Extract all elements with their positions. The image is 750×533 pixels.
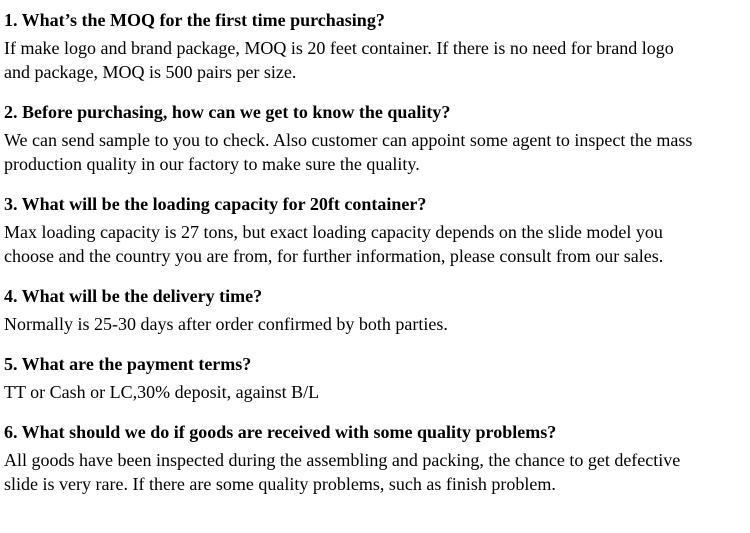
faq-item-5 [4, 352, 750, 404]
faq-answer-line: slide is very rare. If there are some quality problems, such as finish problem. [4, 474, 556, 494]
faq-answer-4 [4, 312, 750, 336]
faq-answer-2 [4, 128, 750, 176]
faq-question-1: 1. What’s the MOQ for the first time purchasing? [4, 10, 385, 30]
faq-answer-line: All goods have been inspected during the assembling and packing, the chance to get defective [4, 450, 681, 470]
faq-question-5: 5. What are the payment terms? [4, 354, 252, 374]
faq-list [4, 8, 750, 496]
faq-item-6 [4, 420, 750, 496]
faq-answer-line: Max loading capacity is 27 tons, but exact loading capacity depends on the slide model you [4, 222, 663, 242]
faq-answer-line: production quality in our factory to make sure the quality. [4, 154, 420, 174]
faq-answer-6 [4, 448, 750, 496]
faq-question-4: 4. What will be the delivery time? [4, 286, 263, 306]
faq-answer-line: If make logo and brand package, MOQ is 20 feet container. If there is no need for brand logo [4, 38, 674, 58]
faq-question-2: 2. Before purchasing, how can we get to know the quality? [4, 102, 451, 122]
faq-item-2 [4, 100, 750, 176]
faq-item-1 [4, 8, 750, 84]
faq-answer-1 [4, 36, 750, 84]
faq-question-3: 3. What will be the loading capacity for 20ft container? [4, 194, 427, 214]
faq-answer-line: Normally is 25-30 days after order confirmed by both parties. [4, 314, 448, 334]
faq-item-4 [4, 284, 750, 336]
faq-answer-5 [4, 380, 750, 404]
faq-item-3 [4, 192, 750, 268]
faq-answer-3 [4, 220, 750, 268]
faq-answer-line: and package, MOQ is 500 pairs per size. [4, 62, 297, 82]
faq-answer-line: choose and the country you are from, for further information, please consult from our sales. [4, 246, 664, 266]
faq-question-6: 6. What should we do if goods are received with some quality problems? [4, 422, 557, 442]
faq-answer-line: TT or Cash or LC,30% deposit, against B/L [4, 382, 320, 402]
faq-answer-line: We can send sample to you to check. Also customer can appoint some agent to inspect the mass [4, 130, 693, 150]
